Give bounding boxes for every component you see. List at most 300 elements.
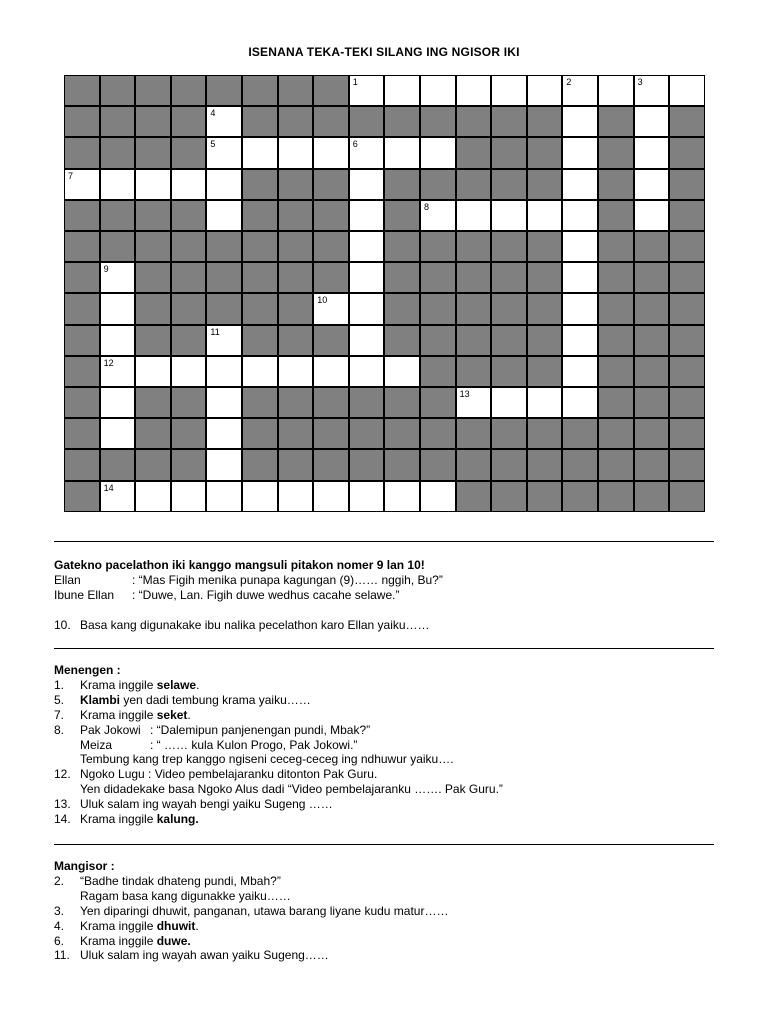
dialog-speaker: Ibune Ellan <box>54 587 115 602</box>
crossword-block <box>598 106 634 137</box>
crossword-block <box>527 356 563 387</box>
crossword-block <box>64 200 100 231</box>
down-heading: Mangisor : <box>54 859 115 873</box>
crossword-block <box>171 293 207 324</box>
crossword-cell[interactable] <box>171 481 207 512</box>
crossword-block <box>598 449 634 480</box>
crossword-block <box>562 449 598 480</box>
crossword-cell[interactable] <box>206 137 242 168</box>
crossword-cell[interactable] <box>384 75 420 106</box>
crossword-block <box>669 387 705 418</box>
crossword-block <box>598 325 634 356</box>
crossword-cell[interactable] <box>527 200 563 231</box>
crossword-block <box>278 169 314 200</box>
crossword-grid <box>64 75 705 512</box>
clue-text: yen dadi tembung krama yaiku…… <box>120 692 311 707</box>
dialog-heading: Gatekno pacelathon iki kanggo mangsuli pitakon nomer 9 lan 10! <box>54 558 425 572</box>
crossword-cell[interactable] <box>313 293 349 324</box>
crossword-block <box>634 325 670 356</box>
crossword-block <box>349 387 385 418</box>
crossword-cell[interactable] <box>420 137 456 168</box>
clue-number-label: 14 <box>103 482 114 493</box>
crossword-block <box>491 293 527 324</box>
crossword-block <box>242 231 278 262</box>
clue-number: 14. <box>54 812 71 827</box>
clue-text: Yen diparingi dhuwit, panganan, utawa barang liyane kudu matur…… <box>80 903 449 918</box>
crossword-block <box>634 387 670 418</box>
crossword-block <box>420 293 456 324</box>
crossword-cell[interactable] <box>206 418 242 449</box>
crossword-cell[interactable] <box>349 325 385 356</box>
crossword-block <box>491 262 527 293</box>
crossword-block <box>278 200 314 231</box>
crossword-block <box>171 231 207 262</box>
crossword-cell[interactable] <box>384 481 420 512</box>
crossword-block <box>242 293 278 324</box>
clue-number: 1. <box>54 677 65 692</box>
crossword-block <box>456 293 492 324</box>
clue-number: 4. <box>54 918 65 933</box>
crossword-block <box>349 449 385 480</box>
crossword-cell[interactable] <box>562 387 598 418</box>
clue-keyword: kalung. <box>156 812 199 827</box>
clue-keyword: duwe. <box>156 933 191 948</box>
crossword-block <box>135 137 171 168</box>
crossword-block <box>491 231 527 262</box>
crossword-block <box>313 200 349 231</box>
crossword-block <box>64 293 100 324</box>
crossword-cell[interactable] <box>634 169 670 200</box>
crossword-block <box>456 481 492 512</box>
crossword-cell[interactable] <box>420 75 456 106</box>
crossword-cell[interactable] <box>562 262 598 293</box>
crossword-block <box>171 75 207 106</box>
crossword-cell[interactable] <box>669 75 705 106</box>
crossword-block <box>598 356 634 387</box>
crossword-block <box>278 231 314 262</box>
crossword-block <box>598 200 634 231</box>
crossword-block <box>135 293 171 324</box>
crossword-cell[interactable] <box>634 137 670 168</box>
crossword-block <box>456 137 492 168</box>
crossword-cell[interactable] <box>135 356 171 387</box>
across-clues <box>54 663 734 827</box>
crossword-block <box>135 231 171 262</box>
crossword-block <box>456 356 492 387</box>
clue-text: Krama inggile <box>80 677 157 692</box>
crossword-block <box>456 106 492 137</box>
crossword-cell[interactable] <box>278 481 314 512</box>
crossword-cell[interactable] <box>242 137 278 168</box>
crossword-cell[interactable] <box>491 75 527 106</box>
crossword-block <box>634 231 670 262</box>
crossword-cell[interactable] <box>313 481 349 512</box>
dialog-speaker: Ellan <box>54 572 81 587</box>
clue-keyword: selawe <box>156 677 197 692</box>
divider <box>54 541 714 542</box>
crossword-block <box>420 106 456 137</box>
crossword-cell[interactable] <box>278 356 314 387</box>
clue-text: Uluk salam ing wayah bengi yaiku Sugeng …… <box>80 797 333 812</box>
crossword-block <box>420 169 456 200</box>
crossword-cell[interactable] <box>349 75 385 106</box>
crossword-cell[interactable] <box>313 137 349 168</box>
crossword-block <box>384 200 420 231</box>
crossword-block <box>456 325 492 356</box>
crossword-block <box>491 356 527 387</box>
crossword-block <box>420 325 456 356</box>
crossword-block <box>171 106 207 137</box>
crossword-block <box>384 418 420 449</box>
crossword-block <box>634 293 670 324</box>
crossword-cell[interactable] <box>562 137 598 168</box>
crossword-block <box>527 325 563 356</box>
crossword-cell[interactable] <box>171 169 207 200</box>
crossword-block <box>598 169 634 200</box>
crossword-block <box>64 449 100 480</box>
crossword-block <box>384 325 420 356</box>
crossword-cell[interactable] <box>100 387 136 418</box>
crossword-cell[interactable] <box>349 262 385 293</box>
crossword-cell[interactable] <box>278 137 314 168</box>
clue-keyword: dhuwit <box>156 918 196 933</box>
crossword-cell[interactable] <box>491 200 527 231</box>
crossword-block <box>634 481 670 512</box>
crossword-cell[interactable] <box>634 200 670 231</box>
crossword-block <box>64 325 100 356</box>
crossword-block <box>491 137 527 168</box>
crossword-block <box>669 481 705 512</box>
crossword-block <box>135 75 171 106</box>
crossword-cell[interactable] <box>242 481 278 512</box>
page-title: ISENANA TEKA-TEKI SILANG ING NGISOR IKI <box>248 45 520 59</box>
crossword-cell[interactable] <box>562 169 598 200</box>
dialog-line: : “ …… kula Kulon Progo, Pak Jokowi.” <box>150 737 358 752</box>
crossword-block <box>135 449 171 480</box>
crossword-cell[interactable] <box>562 293 598 324</box>
crossword-cell[interactable] <box>562 325 598 356</box>
crossword-block <box>527 262 563 293</box>
crossword-block <box>527 231 563 262</box>
crossword-cell[interactable] <box>349 137 385 168</box>
crossword-cell[interactable] <box>349 293 385 324</box>
crossword-block <box>64 481 100 512</box>
crossword-block <box>384 169 420 200</box>
crossword-block <box>313 449 349 480</box>
clue-number: 12. <box>54 767 71 782</box>
crossword-block <box>64 387 100 418</box>
crossword-block <box>278 325 314 356</box>
crossword-block <box>420 356 456 387</box>
clue-number-label: 11 <box>210 326 220 337</box>
crossword-cell[interactable] <box>349 200 385 231</box>
clue-keyword: seket <box>156 707 188 722</box>
crossword-block <box>562 481 598 512</box>
crossword-cell[interactable] <box>242 356 278 387</box>
crossword-block <box>384 293 420 324</box>
dialog-speaker: Pak Jokowi <box>80 722 141 737</box>
crossword-block <box>349 418 385 449</box>
crossword-block <box>64 231 100 262</box>
crossword-block <box>278 418 314 449</box>
divider <box>54 844 714 845</box>
clue-number-label: 1 <box>352 77 358 87</box>
crossword-cell[interactable] <box>206 356 242 387</box>
crossword-cell[interactable] <box>456 387 492 418</box>
crossword-cell[interactable] <box>562 356 598 387</box>
crossword-block <box>420 262 456 293</box>
crossword-block <box>242 418 278 449</box>
clue-number-label: 8 <box>424 201 430 212</box>
clue-number: 6. <box>54 933 65 948</box>
crossword-block <box>242 387 278 418</box>
crossword-block <box>313 325 349 356</box>
crossword-cell[interactable] <box>135 481 171 512</box>
crossword-block <box>669 356 705 387</box>
clue-number: 2. <box>54 873 65 888</box>
crossword-cell[interactable] <box>420 481 456 512</box>
crossword-cell[interactable] <box>562 200 598 231</box>
crossword-cell[interactable] <box>527 75 563 106</box>
crossword-block <box>598 481 634 512</box>
crossword-block <box>64 75 100 106</box>
crossword-block <box>669 137 705 168</box>
crossword-cell[interactable] <box>100 356 136 387</box>
crossword-block <box>313 387 349 418</box>
crossword-block <box>242 200 278 231</box>
crossword-cell[interactable] <box>527 387 563 418</box>
crossword-block <box>135 387 171 418</box>
crossword-block <box>669 325 705 356</box>
crossword-block <box>135 418 171 449</box>
crossword-block <box>100 449 136 480</box>
crossword-block <box>206 293 242 324</box>
crossword-block <box>313 262 349 293</box>
crossword-block <box>634 449 670 480</box>
crossword-block <box>527 137 563 168</box>
crossword-cell[interactable] <box>100 293 136 324</box>
crossword-cell[interactable] <box>349 356 385 387</box>
crossword-block <box>527 449 563 480</box>
crossword-block <box>669 200 705 231</box>
crossword-block <box>135 325 171 356</box>
crossword-block <box>598 137 634 168</box>
crossword-cell[interactable] <box>206 387 242 418</box>
crossword-cell[interactable] <box>349 231 385 262</box>
crossword-block <box>491 449 527 480</box>
crossword-block <box>669 449 705 480</box>
clue-text: . <box>196 677 200 692</box>
clue-text: Uluk salam ing wayah awan yaiku Sugeng…… <box>80 948 329 963</box>
crossword-cell[interactable] <box>206 449 242 480</box>
clue-text: . <box>195 918 199 933</box>
crossword-cell[interactable] <box>491 387 527 418</box>
crossword-block <box>171 418 207 449</box>
crossword-block <box>669 169 705 200</box>
crossword-block <box>313 169 349 200</box>
crossword-block <box>527 293 563 324</box>
crossword-block <box>64 137 100 168</box>
crossword-block <box>171 262 207 293</box>
crossword-cell[interactable] <box>206 325 242 356</box>
clue-text: “Badhe tindak dhateng pundi, Mbah?” <box>80 873 281 888</box>
crossword-block <box>420 231 456 262</box>
crossword-block <box>491 418 527 449</box>
dialog-line: : “Duwe, Lan. Figih duwe wedhus cacahe selawe.” <box>132 587 400 602</box>
crossword-block <box>64 356 100 387</box>
crossword-block <box>171 325 207 356</box>
clue-text: Basa kang digunakake ibu nalika pecelathon karo Ellan yaiku…… <box>80 617 430 632</box>
crossword-block <box>278 293 314 324</box>
crossword-block <box>135 262 171 293</box>
crossword-block <box>278 262 314 293</box>
crossword-block <box>171 137 207 168</box>
crossword-block <box>669 293 705 324</box>
crossword-block <box>100 75 136 106</box>
crossword-block <box>456 231 492 262</box>
clue-text: Ragam basa kang digunakke yaiku…… <box>80 888 291 903</box>
clue-text: Yen didadekake basa Ngoko Alus dadi “Video pembelajaranku ……. Pak Guru.” <box>80 782 503 797</box>
clue-number-label: 6 <box>352 139 358 150</box>
clue-number: 3. <box>54 903 65 918</box>
crossword-cell[interactable] <box>206 106 242 137</box>
clue-number: 5. <box>54 692 65 707</box>
crossword-cell[interactable] <box>349 481 385 512</box>
crossword-block <box>242 75 278 106</box>
across-heading: Menengen : <box>54 663 121 677</box>
crossword-block <box>100 200 136 231</box>
crossword-block <box>420 387 456 418</box>
crossword-cell[interactable] <box>634 75 670 106</box>
crossword-block <box>384 449 420 480</box>
crossword-block <box>491 106 527 137</box>
crossword-block <box>527 169 563 200</box>
crossword-cell[interactable] <box>349 169 385 200</box>
dialog-line: : “Dalemipun panjenengan pundi, Mbak?” <box>150 722 371 737</box>
crossword-block <box>669 106 705 137</box>
crossword-block <box>634 356 670 387</box>
crossword-block <box>598 293 634 324</box>
clue-number-label: 3 <box>637 77 643 87</box>
clue-text: Krama inggile <box>80 918 157 933</box>
clue-number: 7. <box>54 707 65 722</box>
crossword-block <box>384 387 420 418</box>
crossword-block <box>598 418 634 449</box>
crossword-block <box>100 137 136 168</box>
crossword-block <box>313 231 349 262</box>
clue-text: . <box>187 707 191 722</box>
crossword-cell[interactable] <box>598 75 634 106</box>
crossword-block <box>242 449 278 480</box>
crossword-cell[interactable] <box>135 169 171 200</box>
crossword-block <box>598 387 634 418</box>
crossword-block <box>171 200 207 231</box>
crossword-block <box>206 231 242 262</box>
crossword-block <box>278 106 314 137</box>
crossword-block <box>420 449 456 480</box>
crossword-block <box>456 169 492 200</box>
clue-number-label: 9 <box>103 264 109 275</box>
clue-number-label: 12 <box>103 357 114 368</box>
crossword-cell[interactable] <box>562 75 598 106</box>
crossword-cell[interactable] <box>100 481 136 512</box>
crossword-cell[interactable] <box>384 356 420 387</box>
dialog-section <box>54 558 734 633</box>
crossword-cell[interactable] <box>456 200 492 231</box>
crossword-block <box>242 106 278 137</box>
crossword-block <box>634 418 670 449</box>
crossword-cell[interactable] <box>313 356 349 387</box>
down-clues <box>54 859 734 963</box>
crossword-cell[interactable] <box>634 106 670 137</box>
crossword-cell[interactable] <box>456 75 492 106</box>
crossword-block <box>527 106 563 137</box>
crossword-block <box>313 418 349 449</box>
crossword-cell[interactable] <box>420 200 456 231</box>
crossword-block <box>278 75 314 106</box>
clue-number-label: 2 <box>566 77 572 87</box>
crossword-cell[interactable] <box>206 200 242 231</box>
clue-text: Krama inggile <box>80 707 157 722</box>
crossword-cell[interactable] <box>562 106 598 137</box>
clue-text: Ngoko Lugu : Video pembelajaranku ditonton Pak Guru. <box>80 767 378 782</box>
crossword-block <box>313 106 349 137</box>
crossword-block <box>100 231 136 262</box>
crossword-block <box>527 418 563 449</box>
crossword-block <box>669 231 705 262</box>
clue-number-label: 7 <box>68 170 74 181</box>
crossword-block <box>171 387 207 418</box>
crossword-cell[interactable] <box>100 325 136 356</box>
crossword-block <box>64 418 100 449</box>
crossword-block <box>420 418 456 449</box>
crossword-block <box>135 106 171 137</box>
crossword-block <box>598 231 634 262</box>
crossword-block <box>669 418 705 449</box>
crossword-block <box>278 387 314 418</box>
crossword-cell[interactable] <box>100 169 136 200</box>
crossword-cell[interactable] <box>206 169 242 200</box>
crossword-block <box>384 231 420 262</box>
crossword-cell[interactable] <box>562 231 598 262</box>
crossword-block <box>242 169 278 200</box>
crossword-cell[interactable] <box>171 356 207 387</box>
crossword-block <box>278 449 314 480</box>
clue-text: Krama inggile <box>80 933 157 948</box>
clue-keyword: Klambi <box>80 692 121 707</box>
crossword-block <box>384 262 420 293</box>
crossword-block <box>100 106 136 137</box>
dialog-speaker: Meiza <box>80 737 113 752</box>
clue-number: 11. <box>54 948 70 963</box>
clue-number: 8. <box>54 722 65 737</box>
crossword-cell[interactable] <box>100 418 136 449</box>
crossword-block <box>349 106 385 137</box>
crossword-cell[interactable] <box>64 169 100 200</box>
clue-number-label: 5 <box>210 139 216 150</box>
crossword-cell[interactable] <box>384 137 420 168</box>
crossword-cell[interactable] <box>100 262 136 293</box>
clue-text: Tembung kang trep kanggo ngiseni ceceg-ceceg ing ndhuwur yaiku…. <box>80 752 454 767</box>
clue-number: 13. <box>54 797 71 812</box>
clue-number-label: 4 <box>210 108 216 119</box>
clue-number-label: 13 <box>459 389 470 399</box>
crossword-block <box>206 75 242 106</box>
crossword-cell[interactable] <box>206 481 242 512</box>
crossword-block <box>491 325 527 356</box>
divider <box>54 648 714 649</box>
crossword-block <box>64 106 100 137</box>
